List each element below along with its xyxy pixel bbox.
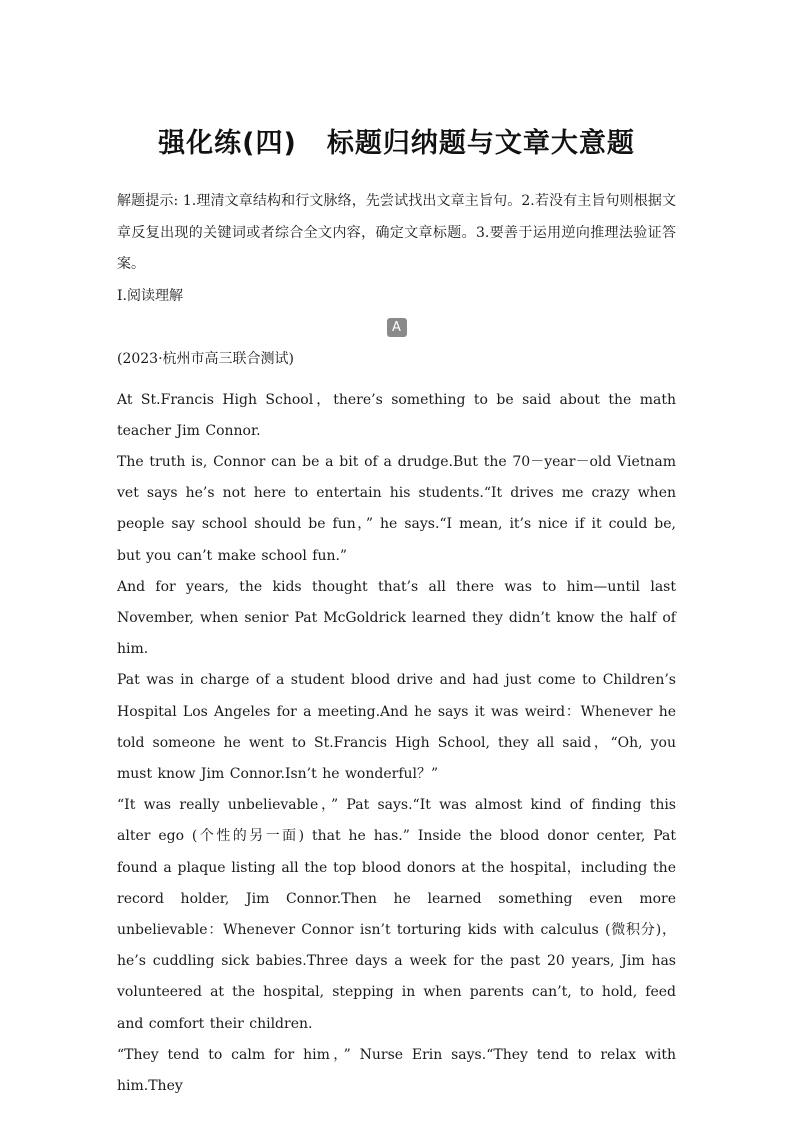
passage-source: (2023·杭州市高三联合测试) <box>117 350 295 367</box>
passage-paragraph: At St.Francis High School，there’s something to be said about the math teacher Jim Connor. <box>117 391 676 439</box>
passage-body <box>117 385 676 1103</box>
section-heading: Ⅰ.阅读理解 <box>117 287 183 304</box>
solving-tip-label: 解题提示: <box>117 193 179 209</box>
passage-paragraph: Pat was in charge of a student blood drive and had just come to Children’s Hospital Los Angeles for a meeting.And he says it was weird：Whenever he told someone he went to St.Francis High School, they all said，“Oh, you must know Jim Connor.Isn’t he wonderful？” <box>117 672 676 782</box>
passage-badge: A <box>387 318 407 337</box>
passage-paragraph: The truth is, Connor can be a bit of a drudge.But the 70－year－old Vietnam vet says he’s not here to entertain his students.“It drives me crazy when people say school should be fun，” he says.“I mean, it’s nice if it could be, but you can’t make school fun.” <box>117 453 676 564</box>
solving-tip <box>117 186 676 281</box>
page-title-part-1: 强化练(四) <box>158 128 297 159</box>
page-title-part-2: 标题归纳题与文章大意题 <box>326 128 635 159</box>
passage-paragraph: “They tend to calm for him，” Nurse Erin says.“They tend to relax with him.They <box>117 1046 676 1094</box>
page-title <box>117 0 676 162</box>
passage-paragraph: “It was really unbelievable，” Pat says.“It was almost kind of finding this alter ego (个性的另一面) that he has.” Inside the blood donor center, Pat found a plaque listing all the top blood donors at the hospital，including the record holder, Jim Connor.Then he learned something even more unbelievable：Whenever Connor isn’t torturing kids with calculus (微积分)，he’s cuddling sick babies.Three days a week for the past 20 years, Jim has volunteered at the hospital, stepping in when parents can’t, to hold, feed and comfort their children. <box>117 797 676 1032</box>
passage-badge-row <box>117 312 676 342</box>
passage-paragraph: And for years, the kids thought that’s all there was to him—until last November, when senior Pat McGoldrick learned they didn’t know the half of him. <box>117 578 676 658</box>
solving-tip-text: 1.理清文章结构和行文脉络，先尝试找出文章主旨句。2.若没有主旨句则根据文章反复出现的关键词或者综合全文内容，确定文章标题。3.要善于运用逆向推理法验证答案。 <box>117 193 676 272</box>
